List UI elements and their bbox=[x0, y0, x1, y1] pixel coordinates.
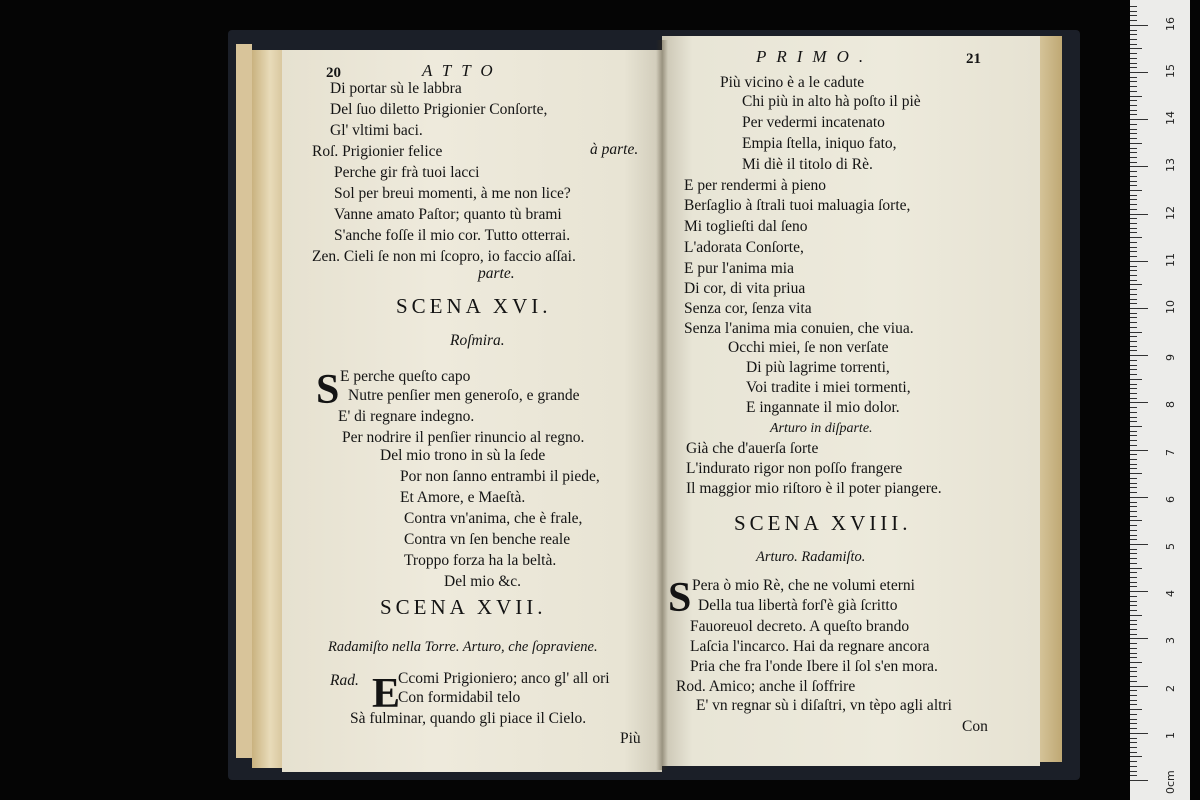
ruler-tick bbox=[1130, 586, 1137, 587]
catchword: Più bbox=[620, 730, 641, 747]
ruler-tick bbox=[1130, 350, 1137, 351]
running-head: ATTO bbox=[422, 61, 503, 80]
text-line: Empia ſtella, iniquo fato, bbox=[742, 135, 897, 152]
ruler-tick bbox=[1130, 214, 1148, 215]
ruler-tick bbox=[1130, 752, 1137, 753]
ruler-label: 4 bbox=[1164, 590, 1177, 598]
ruler-tick bbox=[1130, 232, 1137, 233]
ruler-tick bbox=[1130, 185, 1137, 186]
ruler-tick bbox=[1130, 114, 1137, 115]
ruler-tick bbox=[1130, 657, 1137, 658]
text-line: Di portar sù le labbra bbox=[330, 80, 462, 97]
ruler-tick bbox=[1130, 190, 1142, 191]
page-edges-left bbox=[252, 50, 282, 768]
ruler-tick bbox=[1130, 199, 1137, 200]
ruler-tick bbox=[1130, 445, 1137, 446]
speaker-label: Rad. bbox=[330, 672, 359, 689]
ruler-tick bbox=[1130, 110, 1137, 111]
ruler-tick bbox=[1130, 487, 1137, 488]
ruler-tick bbox=[1130, 464, 1137, 465]
text-line: Voi tradite i miei tormenti, bbox=[746, 379, 911, 396]
ruler-tick bbox=[1130, 280, 1137, 281]
ruler-tick bbox=[1130, 261, 1148, 262]
ruler-tick bbox=[1130, 681, 1137, 682]
ruler-tick bbox=[1130, 270, 1137, 271]
ruler-tick bbox=[1130, 30, 1137, 31]
text-line: Del mio &c. bbox=[444, 573, 522, 590]
ruler-tick bbox=[1130, 577, 1137, 578]
text-line: Pria che fra l'onde Ibere il ſol s'en mora. bbox=[690, 658, 938, 675]
ruler-tick bbox=[1130, 242, 1137, 243]
ruler-tick bbox=[1130, 468, 1137, 469]
ruler-tick bbox=[1130, 690, 1137, 691]
ruler-tick bbox=[1130, 459, 1137, 460]
ruler-tick bbox=[1130, 148, 1137, 149]
text-line: Del mio trono in sù la ſede bbox=[380, 447, 546, 464]
ruler-tick bbox=[1130, 299, 1137, 300]
ruler-tick bbox=[1130, 34, 1137, 35]
ruler-tick bbox=[1130, 86, 1137, 87]
text-line: Sol per breui momenti, à me non lice? bbox=[334, 185, 571, 202]
ruler-tick bbox=[1130, 553, 1137, 554]
text-line: Laſcia l'incarco. Hai da regnare ancora bbox=[690, 638, 930, 655]
ruler-tick bbox=[1130, 72, 1148, 73]
ruler-tick bbox=[1130, 6, 1137, 7]
ruler-tick bbox=[1130, 530, 1137, 531]
stage-direction: à parte. bbox=[590, 141, 639, 158]
ruler-tick bbox=[1130, 398, 1137, 399]
ruler-tick bbox=[1130, 63, 1137, 64]
ruler-tick bbox=[1130, 67, 1137, 68]
ruler-tick bbox=[1130, 332, 1142, 333]
ruler-tick bbox=[1130, 454, 1137, 455]
ruler-tick bbox=[1130, 695, 1137, 696]
text-line: E' di regnare indegno. bbox=[338, 408, 475, 425]
ruler-tick bbox=[1130, 450, 1148, 451]
text-line: E' vn regnar sù i diſaſtri, vn tèpo agli altri bbox=[696, 697, 952, 714]
ruler-tick bbox=[1130, 355, 1148, 356]
ruler-tick bbox=[1130, 516, 1137, 517]
text-line: Contra vn ſen benche reale bbox=[404, 531, 571, 548]
text-line: Et Amore, e Maeſtà. bbox=[400, 489, 526, 506]
ruler-label: 10 bbox=[1164, 300, 1177, 314]
drop-cap: S bbox=[316, 367, 340, 413]
ruler-tick bbox=[1130, 605, 1137, 606]
ruler-tick bbox=[1130, 676, 1137, 677]
text-line: Ccomi Prigioniero; anco gl' all ori bbox=[398, 670, 610, 687]
ruler-tick bbox=[1130, 535, 1137, 536]
text-line: Mi diè il titolo di Rè. bbox=[742, 156, 873, 173]
ruler-label: 16 bbox=[1164, 16, 1177, 31]
ruler-tick bbox=[1130, 775, 1137, 776]
ruler-tick bbox=[1130, 539, 1137, 540]
text-line: Gl' vltimi baci. bbox=[330, 122, 423, 139]
ruler-tick bbox=[1130, 426, 1142, 427]
text-line: Fauoreuol decreto. A queſto brando bbox=[690, 618, 910, 635]
ruler-tick bbox=[1130, 407, 1137, 408]
ruler-tick bbox=[1130, 166, 1148, 167]
ruler-tick bbox=[1130, 596, 1137, 597]
ruler-tick bbox=[1130, 742, 1137, 743]
text-line: E pur l'anima mia bbox=[684, 260, 794, 277]
ruler-tick bbox=[1130, 218, 1137, 219]
ruler-tick bbox=[1130, 360, 1137, 361]
ruler-tick bbox=[1130, 369, 1137, 370]
ruler-tick bbox=[1130, 549, 1137, 550]
text-line: Contra vn'anima, che è frale, bbox=[404, 510, 583, 527]
ruler-tick bbox=[1130, 119, 1148, 120]
ruler-tick bbox=[1130, 662, 1142, 663]
measuring-ruler bbox=[1130, 0, 1190, 800]
ruler-tick bbox=[1130, 341, 1137, 342]
ruler-tick bbox=[1130, 327, 1137, 328]
ruler-tick bbox=[1130, 251, 1137, 252]
text-line: Perche gir frà tuoi lacci bbox=[334, 164, 480, 181]
ruler-tick bbox=[1130, 568, 1142, 569]
catchword: Con bbox=[962, 718, 988, 735]
ruler-label: 9 bbox=[1164, 354, 1177, 362]
running-head: PRIMO. bbox=[756, 47, 874, 66]
ruler-tick bbox=[1130, 473, 1142, 474]
ruler-tick bbox=[1130, 638, 1148, 639]
ruler-tick bbox=[1130, 492, 1137, 493]
ruler-tick bbox=[1130, 204, 1137, 205]
ruler-tick bbox=[1130, 313, 1137, 314]
ruler-tick bbox=[1130, 653, 1137, 654]
ruler-tick bbox=[1130, 152, 1137, 153]
ruler-tick bbox=[1130, 563, 1137, 564]
ruler-tick bbox=[1130, 572, 1137, 573]
text-line: Con formidabil telo bbox=[398, 689, 521, 706]
ruler-tick bbox=[1130, 39, 1137, 40]
character-list: Arturo. Radamiſto. bbox=[756, 549, 866, 565]
ruler-tick bbox=[1130, 379, 1142, 380]
text-line: Della tua libertà forſ'è già ſcritto bbox=[698, 597, 898, 614]
ruler-label: 7 bbox=[1164, 448, 1177, 456]
ruler-tick bbox=[1130, 634, 1137, 635]
ruler-tick bbox=[1130, 25, 1148, 26]
ruler-tick bbox=[1130, 81, 1137, 82]
ruler-tick bbox=[1130, 133, 1137, 134]
ruler-label: 11 bbox=[1164, 252, 1177, 267]
text-line: Berſaglio à ſtrali tuoi maluagia ſorte, bbox=[684, 197, 911, 214]
scene-heading: SCENA XVII. bbox=[380, 595, 547, 619]
ruler-tick bbox=[1130, 237, 1142, 238]
text-line: Per nodrire il penſier rinuncio al regno. bbox=[342, 429, 585, 446]
ruler-label: 5 bbox=[1164, 543, 1177, 550]
ruler-tick bbox=[1130, 322, 1137, 323]
text-line: Il maggior mio riſtoro è il poter piangere. bbox=[686, 480, 942, 497]
text-line: Occhi miei, ſe non verſate bbox=[728, 339, 889, 356]
ruler-tick bbox=[1130, 195, 1137, 196]
ruler-label: 1 bbox=[1164, 731, 1177, 739]
text-line: Troppo forza ha la beltà. bbox=[404, 552, 557, 569]
ruler-tick bbox=[1130, 417, 1137, 418]
cover-edge bbox=[236, 44, 252, 758]
ruler-tick bbox=[1130, 643, 1137, 644]
text-line: Più vicino è a le cadute bbox=[720, 74, 865, 91]
ruler-tick bbox=[1130, 629, 1137, 630]
text-line: Del ſuo diletto Prigionier Conſorte, bbox=[330, 101, 548, 118]
ruler-tick bbox=[1130, 317, 1137, 318]
ruler-tick bbox=[1130, 275, 1137, 276]
ruler-tick bbox=[1130, 435, 1137, 436]
ruler-tick bbox=[1130, 171, 1137, 172]
ruler-tick bbox=[1130, 176, 1137, 177]
ruler-label: 3 bbox=[1164, 637, 1177, 645]
ruler-tick bbox=[1130, 686, 1148, 687]
ruler-tick bbox=[1130, 478, 1137, 479]
ruler-tick bbox=[1130, 723, 1137, 724]
ruler-tick bbox=[1130, 761, 1137, 762]
ruler-label: 0cm bbox=[1164, 770, 1177, 794]
ruler-tick bbox=[1130, 766, 1137, 767]
ruler-tick bbox=[1130, 714, 1137, 715]
ruler-tick bbox=[1130, 124, 1137, 125]
ruler-tick bbox=[1130, 704, 1137, 705]
scene-heading: SCENA XVI. bbox=[396, 294, 552, 318]
ruler-tick bbox=[1130, 506, 1137, 507]
ruler-tick bbox=[1130, 58, 1137, 59]
ruler-tick bbox=[1130, 157, 1137, 158]
ruler-tick bbox=[1130, 77, 1137, 78]
text-line: Senza cor, ſenza vita bbox=[684, 300, 812, 317]
ruler-tick bbox=[1130, 440, 1137, 441]
ruler-tick bbox=[1130, 402, 1148, 403]
page-number: 20 bbox=[326, 65, 341, 81]
ruler-tick bbox=[1130, 728, 1137, 729]
ruler-tick bbox=[1130, 247, 1137, 248]
text-line: Pera ò mio Rè, che ne volumi eterni bbox=[692, 577, 915, 594]
drop-cap: E bbox=[372, 671, 401, 717]
ruler-tick bbox=[1130, 582, 1137, 583]
text-line: E perche queſto capo bbox=[340, 368, 471, 385]
ruler-tick bbox=[1130, 733, 1148, 734]
ruler-tick bbox=[1130, 709, 1142, 710]
ruler-tick bbox=[1130, 20, 1137, 21]
ruler-tick bbox=[1130, 412, 1137, 413]
ruler-tick bbox=[1130, 615, 1142, 616]
text-line: Senza l'anima mia conuien, che viua. bbox=[684, 320, 914, 337]
text-line: E ingannate il mio dolor. bbox=[746, 399, 900, 416]
ruler-tick bbox=[1130, 100, 1137, 101]
ruler-tick bbox=[1130, 756, 1142, 757]
ruler-tick bbox=[1130, 91, 1137, 92]
scene-heading: SCENA XVIII. bbox=[734, 511, 912, 535]
stage-direction: parte. bbox=[478, 265, 515, 282]
ruler-tick bbox=[1130, 502, 1137, 503]
stage-direction: Arturo in diſparte. bbox=[770, 421, 873, 436]
text-line: Roſ. Prigionier felice bbox=[312, 143, 443, 160]
character-list: Roſmira. bbox=[450, 332, 505, 349]
ruler-tick bbox=[1130, 601, 1137, 602]
ruler-tick bbox=[1130, 520, 1142, 521]
ruler-tick bbox=[1130, 129, 1137, 130]
text-line: Chi più in alto hà poſto il piè bbox=[742, 93, 921, 110]
text-line: Por non ſanno entrambi il piede, bbox=[400, 468, 600, 485]
character-list: Radamiſto nella Torre. Arturo, che ſopraviene. bbox=[328, 639, 598, 655]
ruler-tick bbox=[1130, 591, 1148, 592]
text-line: L'indurato rigor non poſſo frangere bbox=[686, 460, 903, 477]
ruler-tick bbox=[1130, 610, 1137, 611]
ruler-tick bbox=[1130, 209, 1137, 210]
ruler-tick bbox=[1130, 620, 1137, 621]
ruler-tick bbox=[1130, 162, 1137, 163]
ruler-tick bbox=[1130, 336, 1137, 337]
ruler-tick bbox=[1130, 48, 1142, 49]
ruler-label: 12 bbox=[1164, 205, 1177, 220]
ruler-tick bbox=[1130, 256, 1137, 257]
ruler-tick bbox=[1130, 525, 1137, 526]
ruler-tick bbox=[1130, 365, 1137, 366]
ruler-tick bbox=[1130, 719, 1137, 720]
ruler-tick bbox=[1130, 384, 1137, 385]
text-line: E per rendermi à pieno bbox=[684, 177, 827, 194]
ruler-tick bbox=[1130, 53, 1137, 54]
text-line: Di più lagrime torrenti, bbox=[746, 359, 890, 376]
text-line: Vanne amato Paſtor; quanto tù brami bbox=[334, 206, 562, 223]
ruler-tick bbox=[1130, 747, 1137, 748]
ruler-tick bbox=[1130, 11, 1137, 12]
ruler-tick bbox=[1130, 228, 1137, 229]
ruler-tick bbox=[1130, 15, 1137, 16]
ruler-label: 15 bbox=[1164, 64, 1177, 78]
ruler-tick bbox=[1130, 497, 1148, 498]
ruler-label: 2 bbox=[1164, 684, 1177, 692]
ruler-tick bbox=[1130, 544, 1148, 545]
ruler-label: 8 bbox=[1164, 401, 1177, 409]
book-gutter bbox=[656, 40, 668, 770]
ruler-tick bbox=[1130, 44, 1137, 45]
ruler-tick bbox=[1130, 294, 1137, 295]
page-edges-right bbox=[1040, 36, 1062, 762]
ruler-tick bbox=[1130, 223, 1137, 224]
ruler-tick bbox=[1130, 780, 1148, 781]
ruler-tick bbox=[1130, 374, 1137, 375]
ruler-tick bbox=[1130, 289, 1137, 290]
ruler-tick bbox=[1130, 667, 1137, 668]
ruler-tick bbox=[1130, 511, 1137, 512]
ruler-tick bbox=[1130, 738, 1137, 739]
drop-cap: S bbox=[668, 575, 692, 621]
ruler-tick bbox=[1130, 143, 1142, 144]
text-line: S'anche foſſe il mio cor. Tutto otterrai. bbox=[334, 227, 571, 244]
ruler-tick bbox=[1130, 266, 1137, 267]
ruler-tick bbox=[1130, 138, 1137, 139]
text-line: Nutre penſier men generoſo, e grande bbox=[348, 387, 580, 404]
ruler-tick bbox=[1130, 483, 1137, 484]
ruler-tick bbox=[1130, 96, 1142, 97]
text-line: Mi toglieſti dal ſeno bbox=[684, 218, 808, 235]
ruler-tick bbox=[1130, 308, 1148, 309]
ruler-tick bbox=[1130, 181, 1137, 182]
page-number: 21 bbox=[966, 51, 981, 67]
text-line: Per vedermi incatenato bbox=[742, 114, 885, 131]
right-page bbox=[662, 36, 1040, 766]
text-line: Di cor, di vita priua bbox=[684, 280, 806, 297]
text-line: L'adorata Conſorte, bbox=[684, 239, 804, 256]
ruler-tick bbox=[1130, 105, 1137, 106]
ruler-label: 14 bbox=[1164, 111, 1177, 126]
text-line: Sà fulminar, quando gli piace il Cielo. bbox=[350, 710, 587, 727]
ruler-tick bbox=[1130, 648, 1137, 649]
left-page bbox=[282, 50, 662, 772]
ruler-tick bbox=[1130, 558, 1137, 559]
ruler-tick bbox=[1130, 284, 1142, 285]
ruler-tick bbox=[1130, 700, 1137, 701]
text-line: Zen. Cieli ſe non mi ſcopro, io faccio aſſai. bbox=[312, 248, 576, 265]
ruler-tick bbox=[1130, 771, 1137, 772]
ruler-tick bbox=[1130, 393, 1137, 394]
ruler-tick bbox=[1130, 671, 1137, 672]
ruler-tick bbox=[1130, 346, 1137, 347]
ruler-tick bbox=[1130, 388, 1137, 389]
ruler-tick bbox=[1130, 421, 1137, 422]
text-line: Rod. Amico; anche il ſoffrire bbox=[676, 678, 856, 695]
ruler-tick bbox=[1130, 624, 1137, 625]
ruler-label: 13 bbox=[1164, 158, 1177, 173]
ruler-tick bbox=[1130, 303, 1137, 304]
ruler-label: 6 bbox=[1164, 495, 1177, 503]
text-line: Già che d'auerſa ſorte bbox=[686, 440, 819, 457]
ruler-tick bbox=[1130, 431, 1137, 432]
